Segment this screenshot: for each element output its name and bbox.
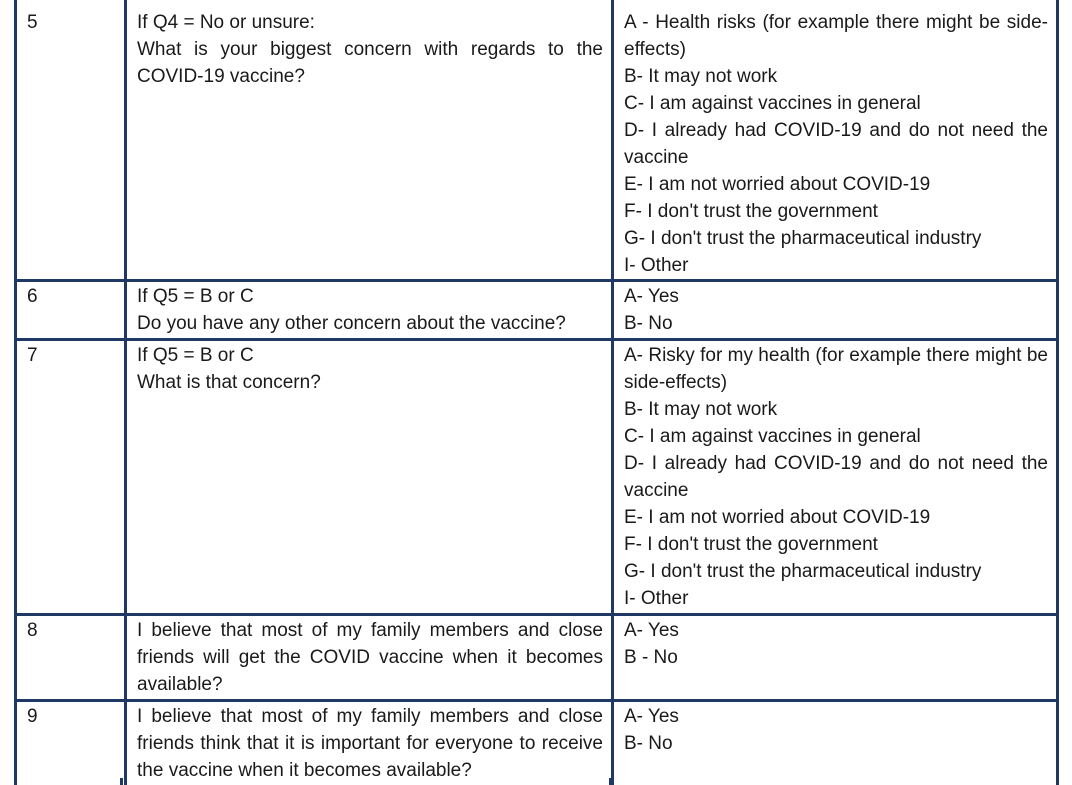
answer-options — [613, 0, 1058, 281]
answer-option: E- I am not worried about COVID-19 — [624, 507, 931, 528]
answer-option: C- I am against vaccines in general — [624, 426, 921, 447]
answer-option: D- I already had COVID-19 and do not need the vaccine — [624, 453, 1048, 501]
answer-options — [613, 701, 1058, 785]
survey-questions-table — [14, 0, 1059, 785]
question-condition: If Q4 = No or unsure: — [137, 12, 315, 33]
table-row — [16, 340, 1058, 615]
answer-option: G- I don't trust the pharmaceutical industry — [624, 228, 982, 249]
answer-option: E- I am not worried about COVID-19 — [624, 174, 931, 195]
question-number: 5 — [16, 0, 126, 281]
answer-option: B- No — [624, 313, 673, 334]
answer-option: D- I already had COVID-19 and do not need the vaccine — [624, 120, 1048, 168]
answer-option: B- It may not work — [624, 399, 778, 420]
answer-option: B- No — [624, 733, 673, 754]
answer-option: F- I don't trust the government — [624, 201, 878, 222]
question-text — [126, 0, 613, 281]
question-body: I believe that most of my family members and close friends think that it is important for everyone to receive the vaccine when it becomes available? — [137, 706, 603, 781]
table-row — [16, 281, 1058, 340]
question-text — [126, 340, 613, 615]
question-text — [126, 701, 613, 785]
answer-option: I- Other — [624, 588, 689, 609]
answer-option: B- It may not work — [624, 66, 778, 87]
question-text — [126, 615, 613, 701]
answer-option: A- Risky for my health (for example there might be side-effects) — [624, 345, 1048, 393]
question-body: What is your biggest concern with regards to the COVID-19 vaccine? — [137, 39, 603, 87]
question-number: 6 — [16, 281, 126, 340]
table-continuation-divider — [120, 778, 123, 785]
table-row — [16, 615, 1058, 701]
question-condition: If Q5 = B or C — [137, 286, 254, 307]
question-number: 7 — [16, 340, 126, 615]
question-number: 8 — [16, 615, 126, 701]
question-body: What is that concern? — [137, 372, 321, 393]
answer-option: A - Health risks (for example there might be side-effects) — [624, 12, 1048, 60]
answer-option: C- I am against vaccines in general — [624, 93, 921, 114]
answer-options — [613, 615, 1058, 701]
question-body: Do you have any other concern about the vaccine? — [137, 313, 566, 334]
answer-option: A- Yes — [624, 706, 679, 727]
question-body: I believe that most of my family members and close friends will get the COVID vaccine when it becomes available? — [137, 620, 603, 695]
table-row — [16, 701, 1058, 785]
answer-option: I- Other — [624, 255, 689, 276]
table-row — [16, 0, 1058, 281]
answer-option: A- Yes — [624, 286, 679, 307]
table-continuation-border — [14, 778, 1059, 785]
table-continuation-divider — [609, 778, 612, 785]
answer-options — [613, 340, 1058, 615]
question-text — [126, 281, 613, 340]
answer-option: B - No — [624, 647, 678, 668]
answer-option: F- I don't trust the government — [624, 534, 878, 555]
answer-option: A- Yes — [624, 620, 679, 641]
question-number: 9 — [16, 701, 126, 785]
answer-options — [613, 281, 1058, 340]
answer-option: G- I don't trust the pharmaceutical industry — [624, 561, 982, 582]
question-condition: If Q5 = B or C — [137, 345, 254, 366]
